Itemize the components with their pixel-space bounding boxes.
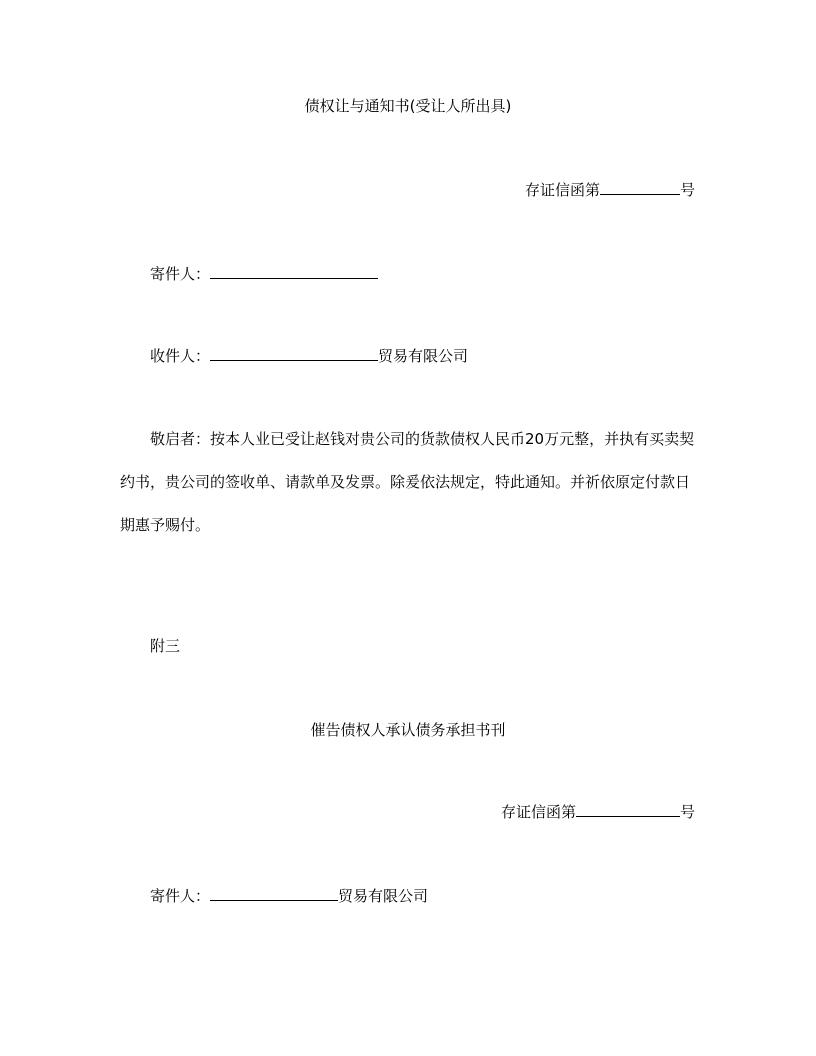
doc2-sender-blank <box>210 886 338 901</box>
doc1-sender-blank <box>210 264 378 279</box>
doc2-sender-suffix: 贸易有限公司 <box>338 887 429 905</box>
doc1-receiver-suffix: 贸易有限公司 <box>378 347 469 365</box>
doc1-ref-suffix: 号 <box>679 181 695 199</box>
doc2-ref-prefix: 存证信函第 <box>500 803 576 821</box>
doc1-sender-label: 寄件人： <box>150 265 211 283</box>
doc2-sender-label: 寄件人： <box>150 887 211 905</box>
doc1-receiver-label: 收件人： <box>150 347 211 365</box>
doc2-title: 催告债权人承认债务承担书刊 <box>310 721 506 739</box>
appendix-label: 附三 <box>150 637 181 655</box>
doc1-ref-number <box>525 180 695 200</box>
doc2-ref-suffix: 号 <box>679 803 695 821</box>
doc1-title: 债权让与通知书(受让人所出具) <box>304 97 512 115</box>
doc2-ref-number <box>501 802 695 822</box>
doc1-receiver-blank <box>210 346 378 361</box>
doc1-ref-prefix: 存证信函第 <box>524 181 600 199</box>
doc1-receiver-line <box>150 346 468 366</box>
doc1-body: 敬启者：按本人业已受让赵钱对贵公司的货款债权人民币20万元整，并执有买卖契约书，贵公司的签收单、请款单及发票。除爰依法规定，特此通知。并祈依原定付款日期惠予赐付。 <box>120 430 695 534</box>
doc1-ref-blank <box>600 180 680 195</box>
doc2-sender-line <box>150 886 428 906</box>
doc1-sender-line <box>150 264 378 284</box>
doc2-ref-blank <box>576 802 680 817</box>
